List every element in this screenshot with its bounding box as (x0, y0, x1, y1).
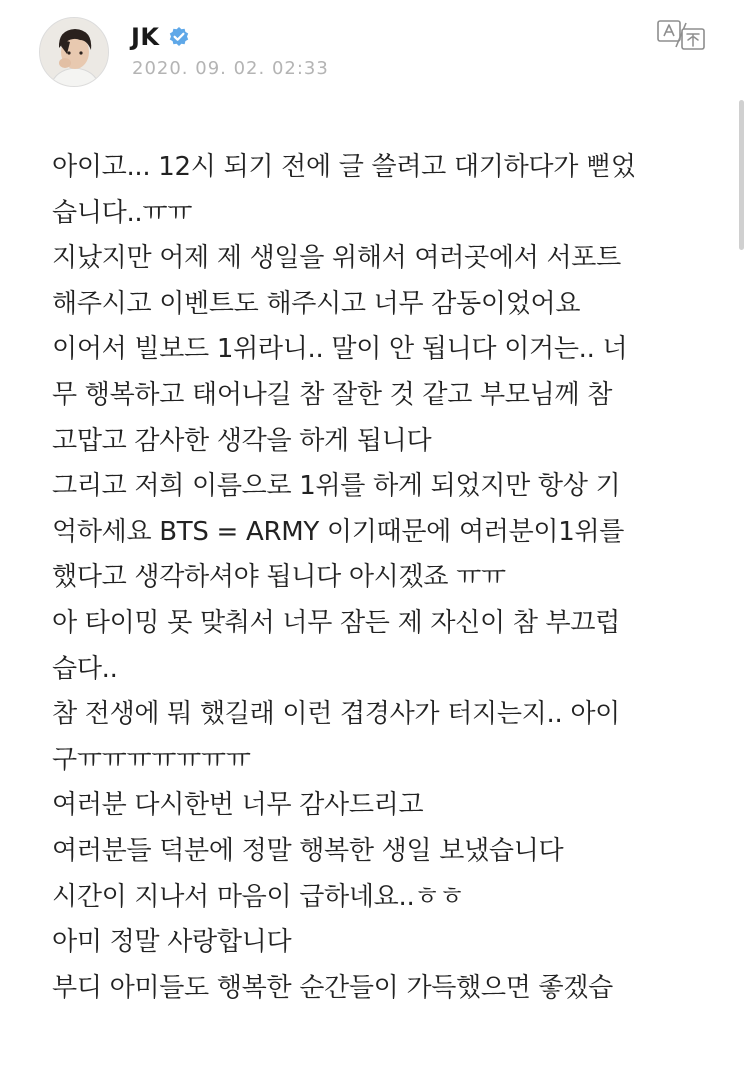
author-avatar[interactable] (39, 17, 109, 87)
post-line: 지났지만 어제 제 생일을 위해서 여러곳에서 서포트 (52, 243, 621, 274)
post-line: 부디 아미들도 행복한 순간들이 가득했으면 좋겠습 (52, 972, 613, 1003)
avatar-photo (40, 18, 109, 87)
post-line: 여러분 다시한번 너무 감사드리고 (52, 790, 424, 821)
post-line: 그리고 저희 이름으로 1위를 하게 되었지만 항상 기 (52, 471, 621, 502)
post-line: 아 타이밍 못 맞춰서 너무 잠든 제 자신이 참 부끄럽 (52, 607, 621, 638)
post-header (0, 0, 749, 100)
post-line: 이어서 빌보드 1위라니.. 말이 안 됩니다 이거는.. 너 (52, 334, 628, 365)
post-body (52, 145, 732, 1011)
post-line: 고맙고 감사한 생각을 하게 됩니다 (52, 425, 432, 456)
verified-badge-icon (168, 26, 190, 48)
post-timestamp: 2020. 09. 02. 02:33 (132, 58, 329, 79)
post-line: 습다.. (52, 653, 118, 684)
post-line: 구ㅠㅠㅠㅠㅠㅠㅠ (52, 744, 251, 775)
username-row (131, 20, 190, 54)
post-line: 아이고... 12시 되기 전에 글 쓸려고 대기하다가 뻗었 (52, 152, 636, 182)
post-line: 참 전생에 뭐 했길래 이런 겹경사가 터지는지.. 아이 (52, 699, 621, 730)
post-line: 아미 정말 사랑합니다 (52, 927, 292, 958)
post-line: 무 행복하고 태어나길 참 잘한 것 같고 부모님께 참 (52, 379, 613, 410)
post-line: 했다고 생각하셔야 됩니다 아시겠죠 ㅠㅠ (52, 562, 506, 593)
post-line: 습니다..ㅠㅠ (52, 197, 193, 228)
post-line: 해주시고 이벤트도 해주시고 너무 감동이었어요 (52, 288, 581, 319)
post-line: 억하세요 BTS = ARMY 이기때문에 여러분이1위를 (52, 516, 625, 547)
post-line: 여러분들 덕분에 정말 행복한 생일 보냈습니다 (52, 835, 564, 866)
post-line: 시간이 지나서 마음이 급하네요..ㅎㅎ (52, 881, 465, 912)
scrollbar-thumb[interactable] (739, 100, 744, 250)
translate-icon (656, 18, 706, 52)
translate-button[interactable] (656, 18, 706, 52)
author-name[interactable]: JK (131, 23, 160, 51)
